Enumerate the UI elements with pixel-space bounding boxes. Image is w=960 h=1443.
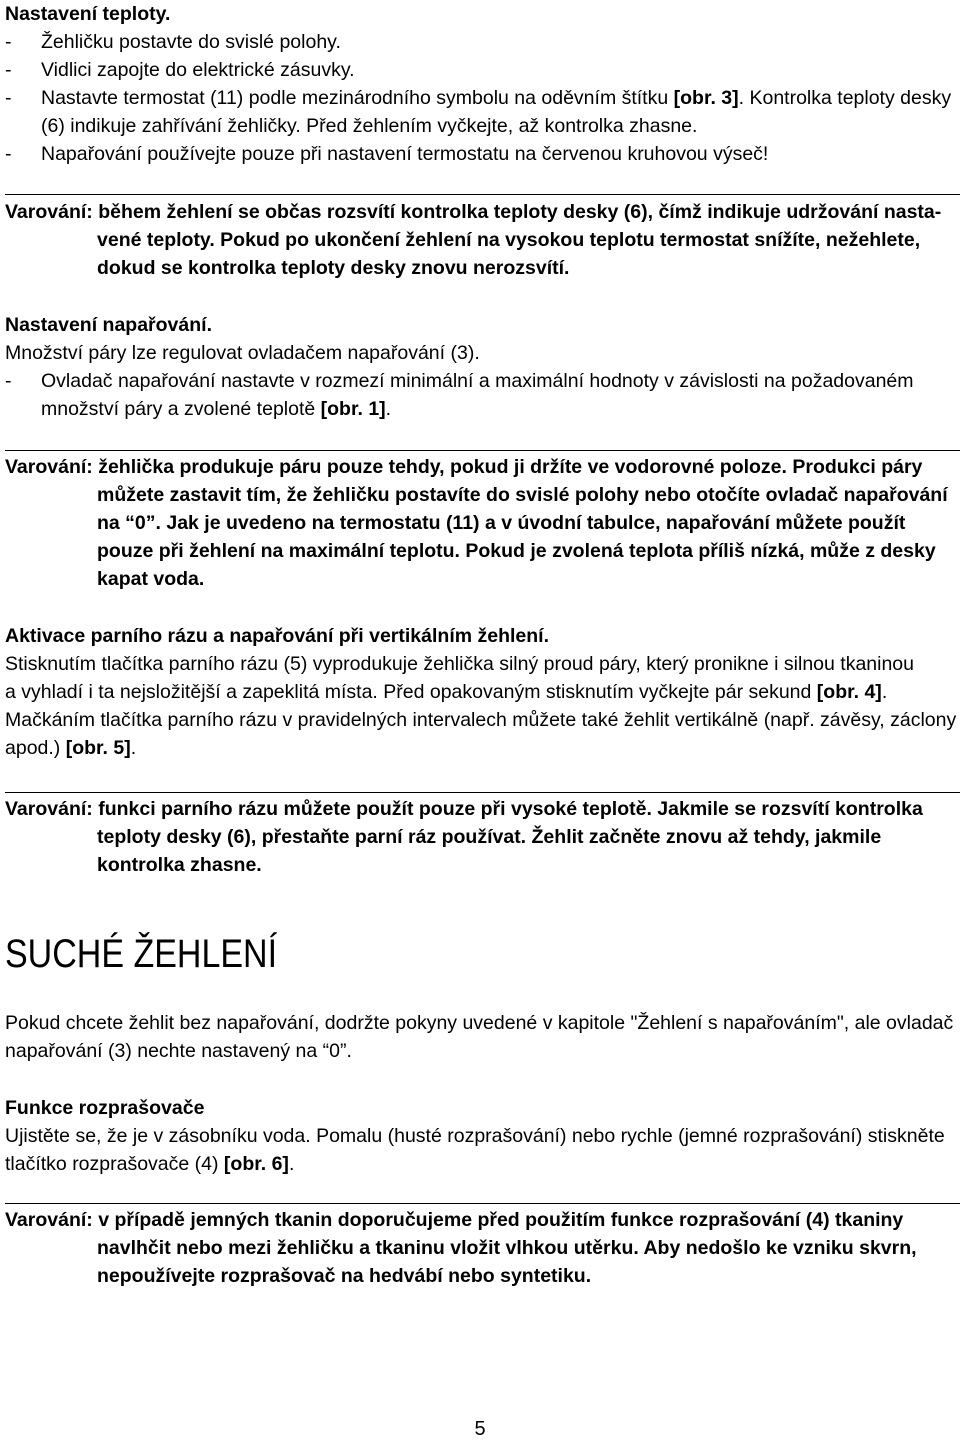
dry-ironing-text: [5, 1009, 953, 1065]
paragraph-text: a vyhladí i ta nejsložitější a zapeklitá místa. Před opakovaným stisknutím vyčkejte pár sekund: [5, 681, 817, 703]
warning-line: Varování: funkci parního rázu můžete použít pouze při vysoké teplotě. Jakmile se rozsvítí kontrolka: [5, 798, 923, 820]
warning-block: [5, 795, 923, 879]
list-item: [5, 367, 914, 423]
list-item: [5, 140, 951, 168]
paragraph-line: Ujistěte se, že je v zásobníku voda. Pomalu (husté rozprašování) nebo rychle (jemné rozprašování) stiskněte: [5, 1125, 945, 1147]
warning-line: nepoužívejte rozprašovač na hedvábí nebo syntetiku.: [97, 1265, 592, 1287]
steam-section: [5, 311, 914, 423]
list-item: [5, 28, 951, 56]
warning-line: Varování: v případě jemných tkanin doporučujeme před použitím funkce rozprašování (4) tkaniny: [5, 1209, 904, 1231]
paragraph-line: [5, 734, 956, 762]
warning-line: vené teploty. Pokud po ukončení žehlení na vysokou teplotu termostat snížíte, nežehlete,: [97, 229, 921, 251]
warning-line: Varování: během žehlení se občas rozsvítí kontrolka teploty desky (6), čímž indikuje udržování nasta-: [5, 201, 942, 223]
paragraph-line: [5, 1150, 945, 1178]
paragraph-line: napařování (3) nechte nastavený na “0”.: [5, 1040, 352, 1062]
paragraph-line: Stisknutím tlačítka parního rázu (5) vyprodukuje žehlička silný proud páry, který pronikne i silnou tkaninou: [5, 653, 914, 675]
list-dash: -: [5, 143, 12, 165]
warning-line: Varování: žehlička produkuje páru pouze tehdy, pokud ji držíte ve vodorovné poloze. Produkci páry: [5, 456, 923, 478]
paragraph-line: [5, 678, 956, 706]
warning-line: na “0”. Jak je uvedeno na termostatu (11) a v úvodní tabulce, napařování můžete použít: [97, 512, 906, 534]
figure-reference: [obr. 3]: [673, 87, 739, 109]
section-title: SUCHÉ ŽEHLENÍ: [5, 932, 278, 976]
warning-line: navlhčit nebo mezi žehličku a tkaninu vložit vlhkou utěrku. Aby nedošlo ke vzniku skvrn,: [97, 1237, 917, 1259]
list-text: Vidlici zapojte do elektrické zásuvky.: [41, 59, 355, 81]
figure-reference: [obr. 4]: [816, 681, 882, 703]
paragraph-text: .: [881, 681, 888, 703]
warning-line: dokud se kontrolka teploty desky znovu nerozsvítí.: [97, 257, 570, 279]
divider: [5, 194, 960, 195]
figure-reference: [obr. 6]: [223, 1153, 289, 1175]
list-text: Žehličku postavte do svislé polohy.: [41, 31, 341, 53]
temperature-section: [5, 0, 951, 168]
list-text-part: Nastavte termostat (11) podle mezinárodního symbolu na oděvním štítku: [41, 87, 674, 109]
list-item: [5, 56, 951, 84]
warning-block: [5, 1206, 917, 1290]
steam-shot-section: [5, 622, 956, 762]
list-item: [5, 84, 951, 140]
warning-line: můžete zastavit tím, že žehličku postavíte do svislé polohy nebo otočíte ovladač napařování: [97, 484, 948, 506]
paragraph: Množství páry lze regulovat ovladačem napařování (3).: [5, 342, 480, 364]
paragraph-line: Mačkáním tlačítka parního rázu v pravidelných intervalech můžete také žehlit vertikálně (např. závěsy, záclony: [5, 709, 957, 731]
list-text-part: (6) indikuje zahřívání žehličky. Před žehlením vyčkejte, až kontrolka zhasne.: [41, 115, 698, 137]
paragraph-text: .: [288, 1153, 295, 1175]
list-text: [41, 367, 914, 423]
list-dash: -: [5, 31, 12, 53]
divider: [5, 1203, 960, 1204]
list-text-part: Ovladač napařování nastavte v rozmezí minimální a maximální hodnoty v závislosti na požadovaném: [41, 370, 914, 392]
temperature-heading: Nastavení teploty.: [5, 3, 171, 25]
paragraph-line: Pokud chcete žehlit bez napařování, dodržte pokyny uvedené v kapitole "Žehlení s napařováním", ale ovladač: [5, 1012, 954, 1034]
steam-heading: Nastavení napařování.: [5, 314, 212, 336]
warning-block: [5, 198, 941, 282]
figure-reference: [obr. 5]: [65, 737, 131, 759]
page-number: 5: [474, 1418, 486, 1440]
list-dash: -: [5, 87, 12, 109]
list-text: [41, 84, 951, 140]
warning-line: pouze při žehlení na maximální teplotu. Pokud je zvolená teplota příliš nízká, může z desky: [97, 540, 936, 562]
spray-heading: Funkce rozprašovače: [5, 1097, 205, 1119]
list-text-part: množství páry a zvolené teplotě: [41, 398, 321, 420]
divider: [5, 792, 960, 793]
steam-shot-heading: Aktivace parního rázu a napařování při vertikálním žehlení.: [5, 625, 550, 647]
warning-line: kapat voda.: [97, 568, 205, 590]
paragraph-text: tlačítko rozprašovače (4): [5, 1153, 224, 1175]
warning-line: teploty desky (6), přestaňte parní ráz používat. Žehlit začněte znovu až tehdy, jakmile: [97, 826, 882, 848]
list-text-part: .: [385, 398, 392, 420]
list-text-part: . Kontrolka teploty desky: [738, 87, 952, 109]
spray-section: [5, 1094, 945, 1178]
warning-line: kontrolka zhasne.: [97, 854, 262, 876]
paragraph-text: apod.): [5, 737, 66, 759]
list-dash: -: [5, 59, 12, 81]
list-text: Napařování používejte pouze při nastavení termostatu na červenou kruhovou výseč!: [41, 143, 769, 165]
paragraph-text: .: [130, 737, 137, 759]
list-dash: -: [5, 370, 12, 392]
figure-reference: [obr. 1]: [320, 398, 386, 420]
warning-block: [5, 453, 948, 593]
divider: [5, 450, 960, 451]
